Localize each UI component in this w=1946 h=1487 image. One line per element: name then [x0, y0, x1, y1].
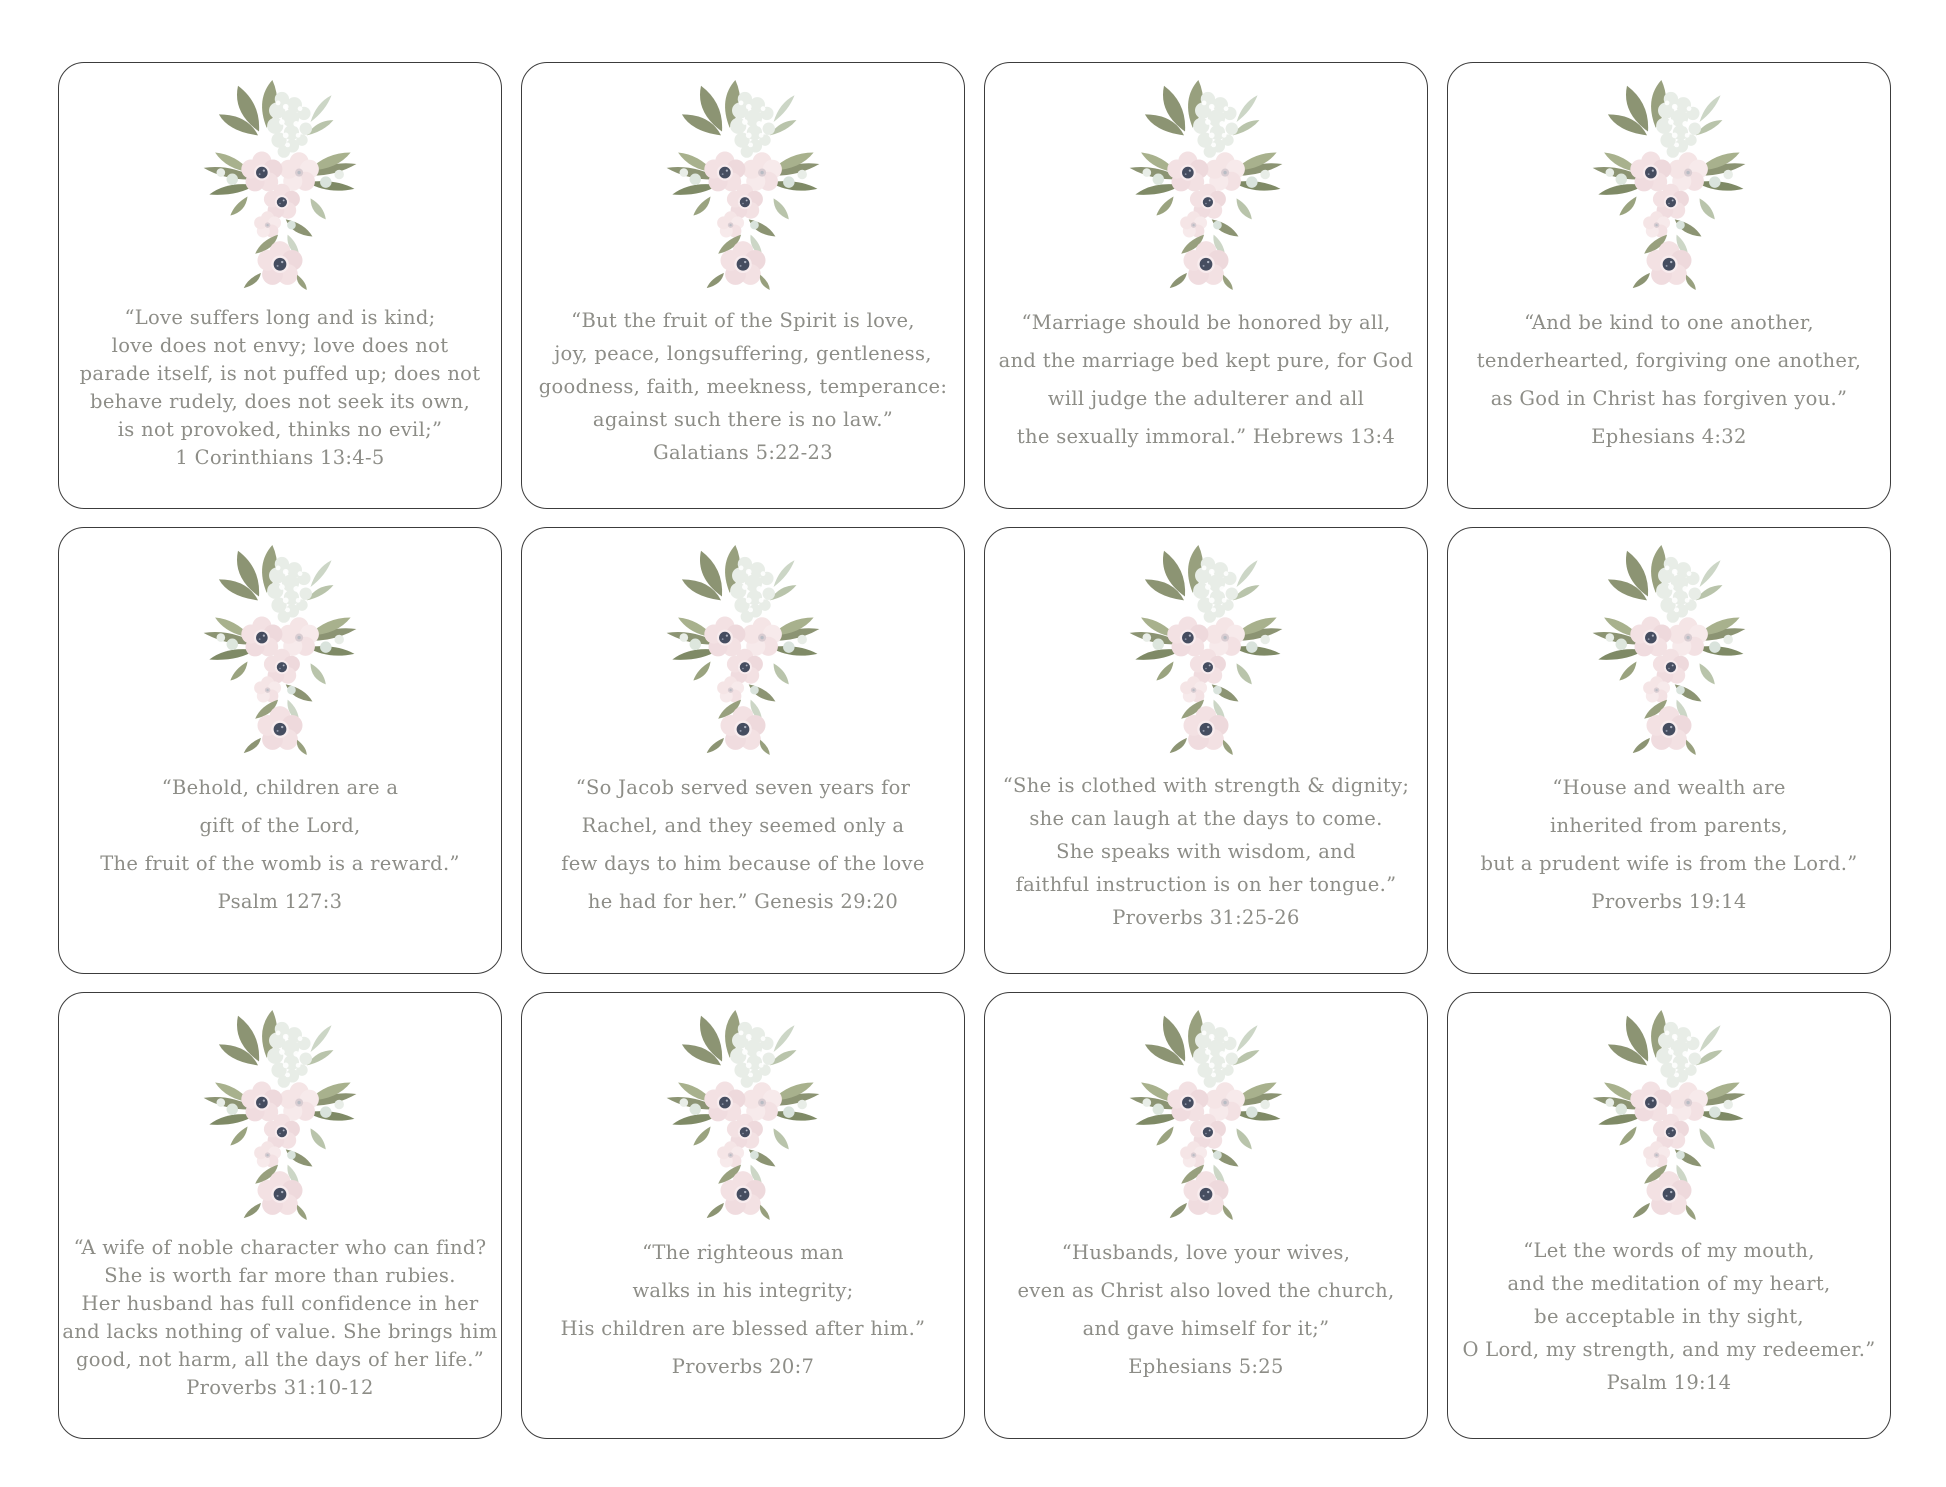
verse-line: and the meditation of my heart, [1507, 1272, 1831, 1295]
verse-line: gift of the Lord, [199, 814, 361, 837]
verse-card [984, 992, 1428, 1439]
floral-cross-image [164, 80, 396, 290]
verse-line: “The righteous man [642, 1241, 844, 1264]
verse-text [1448, 769, 1890, 921]
floral-cross-image [164, 1010, 396, 1220]
verse-reference: Proverbs 19:14 [1591, 890, 1747, 913]
verse-line: behave rudely, does not seek its own, [90, 390, 470, 413]
verse-line: His children are blessed after him.” [560, 1317, 926, 1340]
verse-reference: Proverbs 20:7 [671, 1355, 815, 1378]
verse-line: against such there is no law.” [592, 408, 894, 431]
floral-cross-image [1553, 1010, 1785, 1220]
verse-reference: Ephesians 4:32 [1591, 425, 1747, 448]
verse-text [1448, 1234, 1890, 1399]
floral-cross-image [627, 80, 859, 290]
verse-line: goodness, faith, meekness, temperance: [538, 375, 948, 398]
verse-line: “But the fruit of the Spirit is love, [571, 309, 915, 332]
verse-card [58, 62, 502, 509]
verse-text [985, 769, 1427, 934]
verse-line: as God in Christ has forgiven you.” [1490, 387, 1848, 410]
verse-line: he had for her.” Genesis 29:20 [587, 890, 899, 913]
verse-line: will judge the adulterer and all [1047, 387, 1365, 410]
verse-card [58, 992, 502, 1439]
verse-reference: Psalm 127:3 [217, 890, 343, 913]
verse-reference: Proverbs 31:10-12 [186, 1376, 374, 1399]
verse-line: Rachel, and they seemed only a [581, 814, 905, 837]
verse-line: inherited from parents, [1550, 814, 1788, 837]
verse-card [521, 527, 965, 974]
verse-line: “Behold, children are a [161, 776, 399, 799]
verse-line: and the marriage bed kept pure, for God [998, 349, 1414, 372]
verse-line: is not provoked, thinks no evil;” [117, 418, 443, 441]
verse-line: The fruit of the womb is a reward.” [100, 852, 460, 875]
verse-text [59, 769, 501, 921]
verse-line: She speaks with wisdom, and [1056, 840, 1356, 863]
verse-line: be acceptable in thy sight, [1534, 1305, 1804, 1328]
verse-card [1447, 527, 1891, 974]
verse-line: and lacks nothing of value. She brings him [62, 1320, 498, 1343]
verse-line: even as Christ also loved the church, [1017, 1279, 1395, 1302]
verse-line: tenderhearted, forgiving one another, [1476, 349, 1862, 372]
verse-line: good, not harm, all the days of her life.” [75, 1348, 485, 1371]
verse-card [984, 527, 1428, 974]
verse-line: “And be kind to one another, [1524, 311, 1814, 334]
card-grid [58, 62, 1891, 1439]
verse-text [522, 1234, 964, 1386]
verse-line: “House and wealth are [1552, 776, 1786, 799]
verse-line: love does not envy; love does not [111, 334, 449, 357]
verse-text [1448, 304, 1890, 456]
floral-cross-image [1553, 80, 1785, 290]
verse-line: walks in his integrity; [632, 1279, 854, 1302]
floral-cross-image [627, 1010, 859, 1220]
verse-text [985, 1234, 1427, 1386]
verse-reference: 1 Corinthians 13:4-5 [175, 446, 385, 469]
verse-text [985, 304, 1427, 456]
verse-card [58, 527, 502, 974]
verse-line: “So Jacob served seven years for [575, 776, 911, 799]
verse-reference: Ephesians 5:25 [1128, 1355, 1284, 1378]
floral-cross-image [1090, 1010, 1322, 1220]
verse-line: parade itself, is not puffed up; does not [79, 362, 481, 385]
verse-reference: Proverbs 31:25-26 [1112, 906, 1300, 929]
verse-card [521, 62, 965, 509]
verse-line: “She is clothed with strength & dignity; [1002, 774, 1410, 797]
verse-text [522, 304, 964, 469]
verse-line: few days to him because of the love [561, 852, 925, 875]
verse-line: joy, peace, longsuffering, gentleness, [554, 342, 932, 365]
floral-cross-image [1090, 545, 1322, 755]
verse-card [1447, 62, 1891, 509]
verse-line: “Husbands, love your wives, [1061, 1241, 1351, 1264]
verse-text [59, 1234, 501, 1402]
verse-line: “Marriage should be honored by all, [1021, 311, 1391, 334]
floral-cross-image [1553, 545, 1785, 755]
verse-card [521, 992, 965, 1439]
verse-line: She is worth far more than rubies. [104, 1264, 456, 1287]
verse-text [59, 304, 501, 472]
verse-line: Her husband has full confidence in her [81, 1292, 479, 1315]
verse-reference: Psalm 19:14 [1606, 1371, 1732, 1394]
floral-cross-image [627, 545, 859, 755]
verse-text [522, 769, 964, 921]
verse-reference: Galatians 5:22-23 [653, 441, 833, 464]
verse-line: O Lord, my strength, and my redeemer.” [1462, 1338, 1876, 1361]
floral-cross-image [1090, 80, 1322, 290]
verse-line: faithful instruction is on her tongue.” [1015, 873, 1397, 896]
verse-line: “Let the words of my mouth, [1523, 1239, 1815, 1262]
verse-line: “A wife of noble character who can find? [73, 1236, 487, 1259]
verse-line: the sexually immoral.” Hebrews 13:4 [1016, 425, 1396, 448]
verse-card [1447, 992, 1891, 1439]
verse-card [984, 62, 1428, 509]
floral-cross-image [164, 545, 396, 755]
verse-line: “Love suffers long and is kind; [124, 306, 436, 329]
verse-line: she can laugh at the days to come. [1029, 807, 1383, 830]
verse-line: and gave himself for it;” [1082, 1317, 1330, 1340]
verse-line: but a prudent wife is from the Lord.” [1480, 852, 1858, 875]
